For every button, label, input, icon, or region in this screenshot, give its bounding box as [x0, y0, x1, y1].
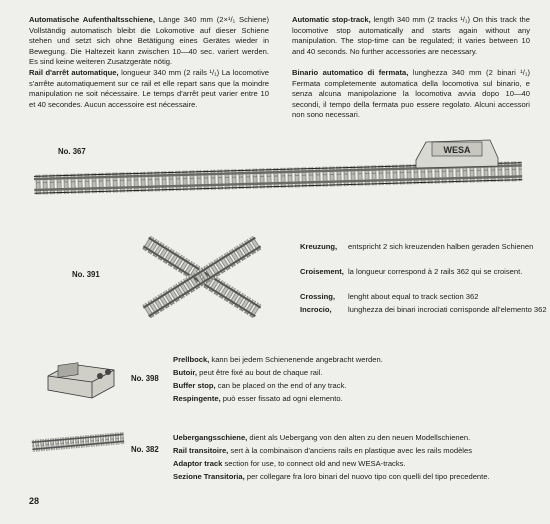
label-398: No. 398 — [131, 374, 159, 383]
crossing-val-it: lunghezza dei binari incrociati corrisponde all'elemento 362 — [348, 305, 547, 314]
crossing-row-en — [300, 292, 548, 303]
crossing-val-en: lenght about equal to track section 362 — [348, 292, 479, 301]
intro-it-title: Binario automatico di fermata, — [292, 68, 409, 77]
intro-de-text: Länge 340 mm (2×¹/₁ Schiene) Vollständig automatisch bleibt die Lokomotive auf dieser Schiene stehen und setzt sich ohne Betätigung eines Gerätes wieder in Bewegung. Die Haltezeit kann zwischen 10—40 sec. variert werden. Es sind keine weiteren Zusatzgeräte nötig. — [29, 15, 269, 67]
buffer-line-en — [173, 381, 346, 392]
buffer-b-it: Respingente, — [173, 394, 221, 403]
buffer-t-it: può esser fissato ad ogni elemento. — [220, 394, 343, 403]
label-382: No. 382 — [131, 445, 159, 454]
intro-it — [292, 68, 530, 121]
intro-fr-text: longueur 340 mm (2 rails ¹/₁) La locomotive s'arrête automatiquement sur ce rail et elle repart sans que la moindre manipulation ne soit nécessaire. Le temps d'arrêt peut varier entre 10 et 40 secondes. Aucun accessoire est nécessaire. — [29, 68, 269, 109]
adaptor-b-de: Uebergangsschiene, — [173, 433, 248, 442]
buffer-b-en: Buffer stop, — [173, 381, 216, 390]
intro-de-title: Automatische Aufenthaltsschiene, — [29, 15, 155, 24]
adaptor-line-fr — [173, 446, 472, 457]
buffer-line-it — [173, 394, 343, 405]
label-367: No. 367 — [58, 147, 86, 156]
crossing-key-it: Incrocio, — [300, 305, 332, 314]
crossing-key-en: Crossing, — [300, 292, 336, 301]
adaptor-t-en: section for use, to connect old and new WESA-tracks. — [222, 459, 406, 468]
crossing-row-fr — [300, 267, 548, 278]
crossing-row-it — [300, 305, 548, 316]
crossing-image — [136, 236, 268, 318]
adaptor-t-de: dient als Uebergang von den alten zu den neuen Modellschienen. — [247, 433, 471, 442]
intro-de — [29, 15, 269, 68]
intro-en — [292, 15, 530, 57]
adaptor-track-image — [30, 430, 126, 454]
intro-fr — [29, 68, 269, 110]
adaptor-line-de — [173, 433, 470, 444]
crossing-key-fr: Croisement, — [300, 267, 344, 276]
adaptor-t-fr: sert à la combinaison d'anciens rails en plastique avec les rails modèles — [228, 446, 473, 455]
label-391: No. 391 — [72, 270, 100, 279]
buffer-b-fr: Butoir, — [173, 368, 198, 377]
adaptor-t-it: per collegare fra loro binari del nuovo tipo con quelli del tipo precedente. — [244, 472, 490, 481]
crossing-val-fr: la longueur correspond à 2 rails 362 qui se croisent. — [348, 267, 523, 276]
page-number: 28 — [29, 496, 40, 506]
adaptor-line-en — [173, 459, 406, 470]
intro-en-title: Automatic stop-track, — [292, 15, 371, 24]
crossing-val-de: entspricht 2 sich kreuzenden halben geraden Schienen — [348, 242, 534, 251]
buffer-line-fr — [173, 368, 322, 379]
buffer-t-de: kann bei jedem Schienenende angebracht werden. — [209, 355, 383, 364]
intro-it-text: lunghezza 340 mm (2 binari ¹/₁) Fermata completemente automatica della locomotiva sul binario, e senza alcuna manipolazione la locomotiva avvia dopo 10—40 secondi, il tempo della fermata puo essere regolato. Alcuni accessori non sono necessari. — [292, 68, 530, 120]
buffer-b-de: Prellbock, — [173, 355, 210, 364]
crossing-row-de — [300, 242, 548, 253]
intro-en-text: length 340 mm (2 tracks ¹/₁) On this track the locomotive stop automatically and starts again without any manipulation. The stop-time can be regulated; it varies between 10 and 40 seconds. No further accessories are necessary. — [292, 15, 530, 56]
adaptor-b-en: Adaptor track — [173, 459, 223, 468]
adaptor-b-fr: Rail transitoire, — [173, 446, 229, 455]
buffer-t-fr: peut être fixé au bout de chaque rail. — [197, 368, 323, 377]
adaptor-b-it: Sezione Transitoria, — [173, 472, 245, 481]
buffer-t-en: can be placed on the end of any track. — [215, 381, 347, 390]
stop-track-image — [28, 136, 528, 198]
crossing-key-de: Kreuzung, — [300, 242, 338, 251]
adaptor-line-it — [173, 472, 490, 483]
wesa-logo: WESA — [443, 145, 471, 155]
intro-fr-title: Rail d'arrêt automatique, — [29, 68, 119, 77]
buffer-stop-image — [40, 356, 120, 402]
buffer-line-de — [173, 355, 383, 366]
